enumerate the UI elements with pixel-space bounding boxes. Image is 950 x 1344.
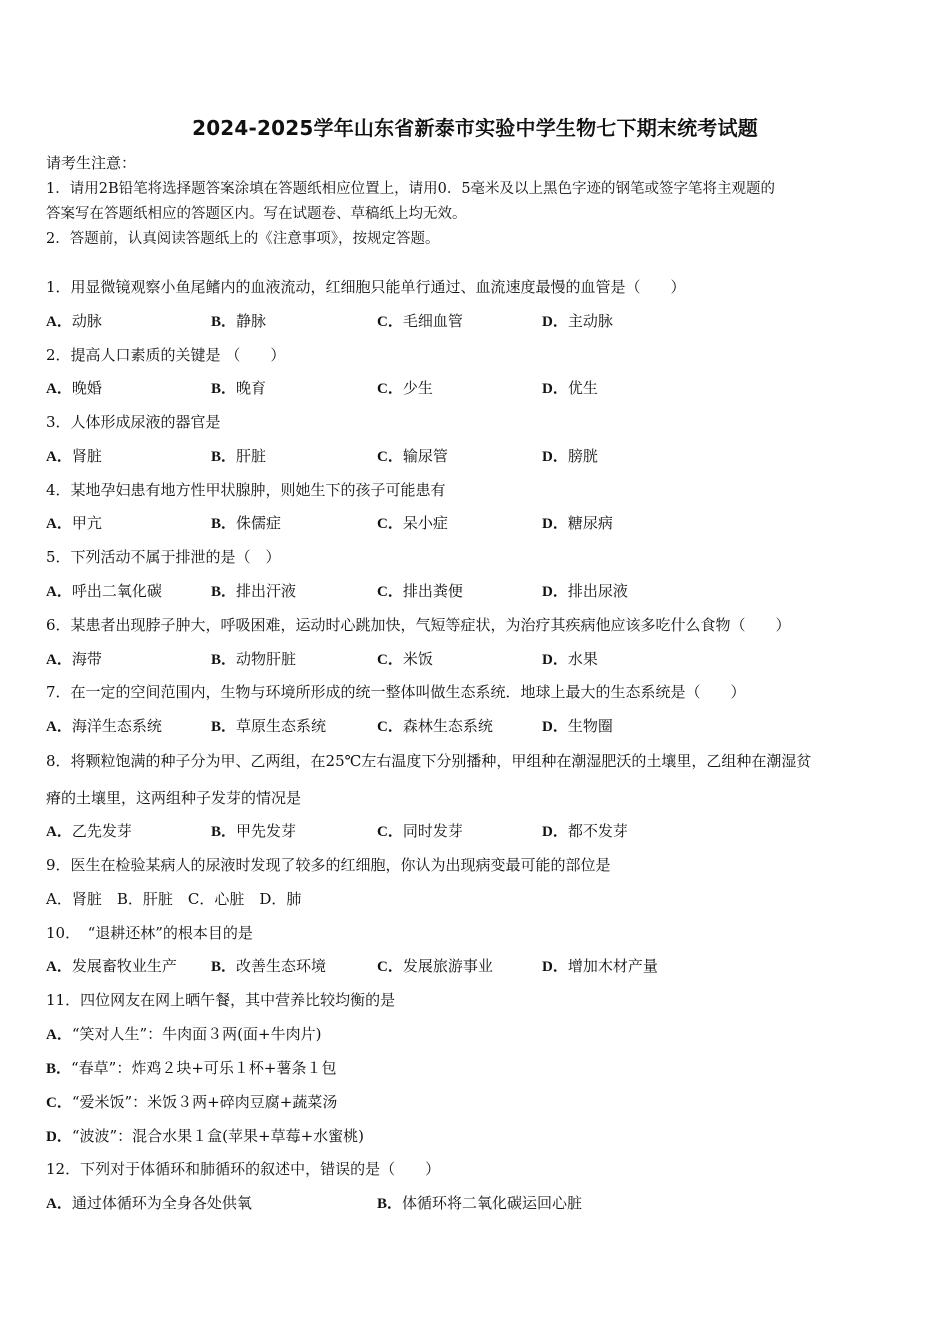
option: B．改善生态环境	[211, 957, 327, 975]
question-stem: 9．医生在检验某病人的尿液时发现了较多的红细胞，你认为出现病变最可能的部位是	[46, 856, 611, 874]
option: D．膀胱	[542, 447, 598, 465]
option: C．森林生态系统	[377, 717, 493, 735]
notice-line: 答案写在答题纸相应的答题区内。写在试题卷、草稿纸上均无效。	[46, 206, 467, 222]
question-stem: 10． “退耕还林”的根本目的是	[46, 924, 253, 942]
option: A．甲亢	[46, 514, 102, 532]
option: A．发展畜牧业生产	[46, 957, 177, 975]
option: D．糖尿病	[542, 514, 613, 532]
option: A．通过体循环为全身各处供氧	[46, 1194, 252, 1212]
option: D．排出尿液	[542, 582, 628, 600]
option: A．海带	[46, 650, 102, 668]
option: A．动脉	[46, 312, 102, 330]
option: D．主动脉	[542, 312, 613, 330]
option: C．排出粪便	[377, 582, 463, 600]
option: B．肝脏	[211, 447, 267, 465]
question-stem: 12．下列对于体循环和肺循环的叙述中，错误的是（ ）	[46, 1160, 441, 1178]
option: B．晚育	[211, 379, 267, 397]
option: D．生物圈	[542, 717, 613, 735]
option: B．“春草”：炸鸡２块+可乐１杯+薯条１包	[46, 1059, 337, 1077]
option: D．优生	[542, 379, 598, 397]
option: C．输尿管	[377, 447, 448, 465]
option: A．晚婚	[46, 379, 102, 397]
notice-heading: 请考生注意：	[46, 154, 137, 172]
option: C．毛细血管	[377, 312, 463, 330]
question-stem: 2．提高人口素质的关键是 （ ）	[46, 346, 286, 364]
option: A．呼出二氧化碳	[46, 582, 162, 600]
option-row: A．肾脏 B．肝脏 C．心脏 D．肺	[46, 890, 302, 908]
question-stem: 3．人体形成尿液的器官是	[46, 413, 221, 431]
option: D．水果	[542, 650, 598, 668]
option: C．发展旅游事业	[377, 957, 493, 975]
question-stem: 11．四位网友在网上晒午餐，其中营养比较均衡的是	[46, 991, 396, 1009]
option: C．呆小症	[377, 514, 448, 532]
option: B．动物肝脏	[211, 650, 297, 668]
option: C．米饭	[377, 650, 433, 668]
option: B．排出汗液	[211, 582, 297, 600]
question-stem: 8．将颗粒饱满的种子分为甲、乙两组，在25℃左右温度下分别播种，甲组种在潮湿肥沃的土壤里，乙组种在潮湿贫	[46, 752, 812, 770]
option: D．都不发芽	[542, 822, 628, 840]
option: B．静脉	[211, 312, 267, 330]
option: C．少生	[377, 379, 433, 397]
notice-line: 2．答题前，认真阅读答题纸上的《注意事项》，按规定答题。	[46, 231, 440, 247]
option: A．肾脏	[46, 447, 102, 465]
option: B．体循环将二氧化碳运回心脏	[377, 1194, 583, 1212]
option: A．“笑对人生”：牛肉面３两(面+牛肉片)	[46, 1025, 322, 1043]
option: B．甲先发芽	[211, 822, 297, 840]
option: C．同时发芽	[377, 822, 463, 840]
option: B．侏儒症	[211, 514, 282, 532]
notice-line: 1．请用2B铅笔将选择题答案涂填在答题纸相应位置上，请用0．5毫米及以上黑色字迹的钢笔或签字笔将主观题的	[46, 181, 776, 197]
option: A．海洋生态系统	[46, 717, 162, 735]
page-title: 2024-2025学年山东省新泰市实验中学生物七下期末统考试题	[192, 116, 758, 140]
question-stem: 1．用显微镜观察小鱼尾鳍内的血液流动，红细胞只能单行通过、血流速度最慢的血管是（ ）	[46, 278, 686, 296]
option: C．“爱米饭”：米饭３两+碎肉豆腐+蔬菜汤	[46, 1093, 338, 1111]
question-stem: 6．某患者出现脖子肿大，呼吸困难，运动时心跳加快，气短等症状，为治疗其疾病他应该多吃什么食物（ ）	[46, 616, 791, 634]
option: D．“波波”：混合水果１盒(苹果+草莓+水蜜桃)	[46, 1127, 365, 1145]
question-stem-continued: 瘠的土壤里，这两组种子发芽的情况是	[46, 789, 302, 807]
option: D．增加木材产量	[542, 957, 658, 975]
option: B．草原生态系统	[211, 717, 327, 735]
option: A．乙先发芽	[46, 822, 132, 840]
question-stem: 7．在一定的空间范围内，生物与环境所形成的统一整体叫做生态系统．地球上最大的生态系统是（ ）	[46, 683, 746, 701]
question-stem: 5．下列活动不属于排泄的是（ ）	[46, 548, 281, 566]
question-stem: 4．某地孕妇患有地方性甲状腺肿，则她生下的孩子可能患有	[46, 481, 446, 499]
